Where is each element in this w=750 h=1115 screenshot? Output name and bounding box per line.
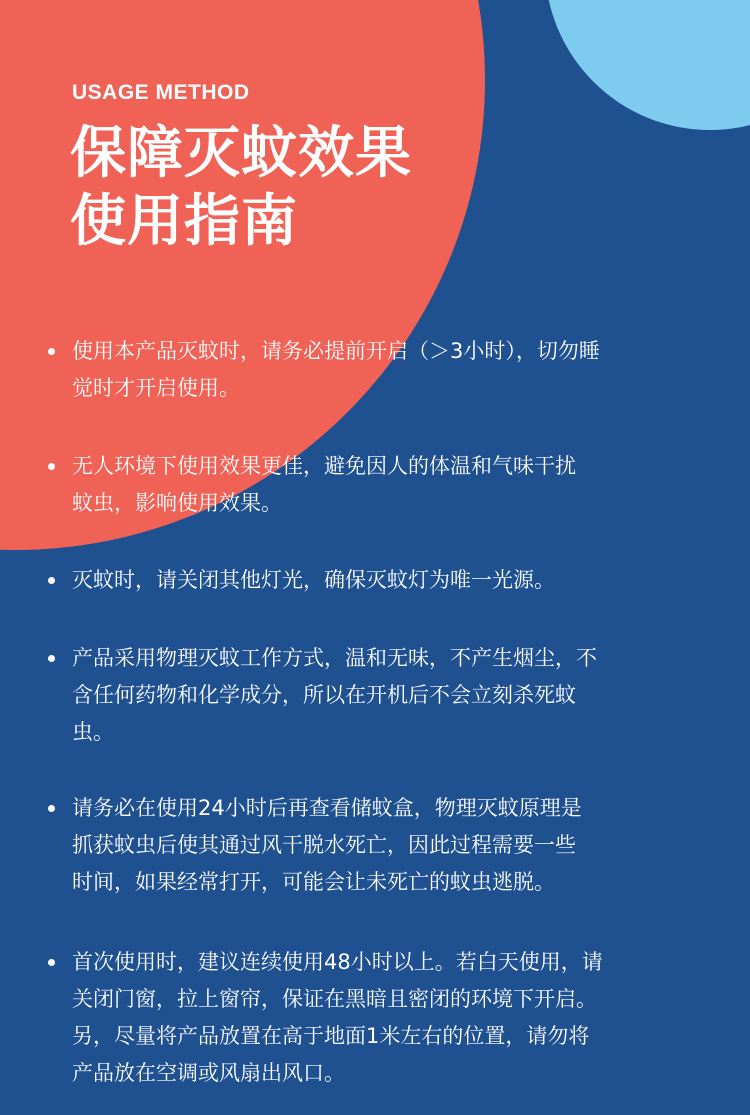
tip-text: 首次使用时，建议连续使用48小时以上。若白天使用，请 关闭门窗，拉上窗帘，保证在黑暗且密闭的环境下开启。 另，尽量将产品放置在高于地面1米左右的位置，请勿将 产品放在空调或风扇出风口。 <box>72 950 603 1085</box>
list-item <box>48 333 668 407</box>
list-item <box>48 448 668 522</box>
page-title <box>70 120 412 256</box>
bullet-icon <box>48 805 55 812</box>
title-line-2: 使用指南 <box>70 189 298 254</box>
tip-text: 无人环境下使用效果更佳，避免因人的体温和气味干扰 蚊虫，影响使用效果。 <box>72 454 576 515</box>
tip-text: 产品采用物理灭蚊工作方式，温和无味，不产生烟尘，不 含任何药物和化学成分，所以在开机后不会立刻杀死蚊 虫。 <box>72 646 597 744</box>
tip-text: 请务必在使用24小时后再查看储蚊盒，物理灭蚊原理是 抓获蚊虫后使其通过风干脱水死亡，因此过程需要一些 时间，如果经常打开，可能会让未死亡的蚊虫逃脱。 <box>72 796 582 894</box>
title-line-1: 保障灭蚊效果 <box>70 121 412 186</box>
bullet-icon <box>48 655 55 662</box>
list-item <box>48 790 668 901</box>
bullet-icon <box>48 348 55 355</box>
list-item <box>48 562 668 599</box>
tip-text: 使用本产品灭蚊时，请务必提前开启（＞3小时），切勿睡 觉时才开启使用。 <box>72 339 600 400</box>
decorative-sky-circle <box>545 0 750 130</box>
tip-text: 灭蚊时，请关闭其他灯光，确保灭蚊灯为唯一光源。 <box>72 568 555 592</box>
bullet-icon <box>48 577 55 584</box>
bullet-icon <box>48 463 55 470</box>
bullet-icon <box>48 959 55 966</box>
list-item <box>48 944 668 1092</box>
list-item <box>48 640 668 751</box>
section-eyebrow: USAGE METHOD <box>72 81 250 104</box>
